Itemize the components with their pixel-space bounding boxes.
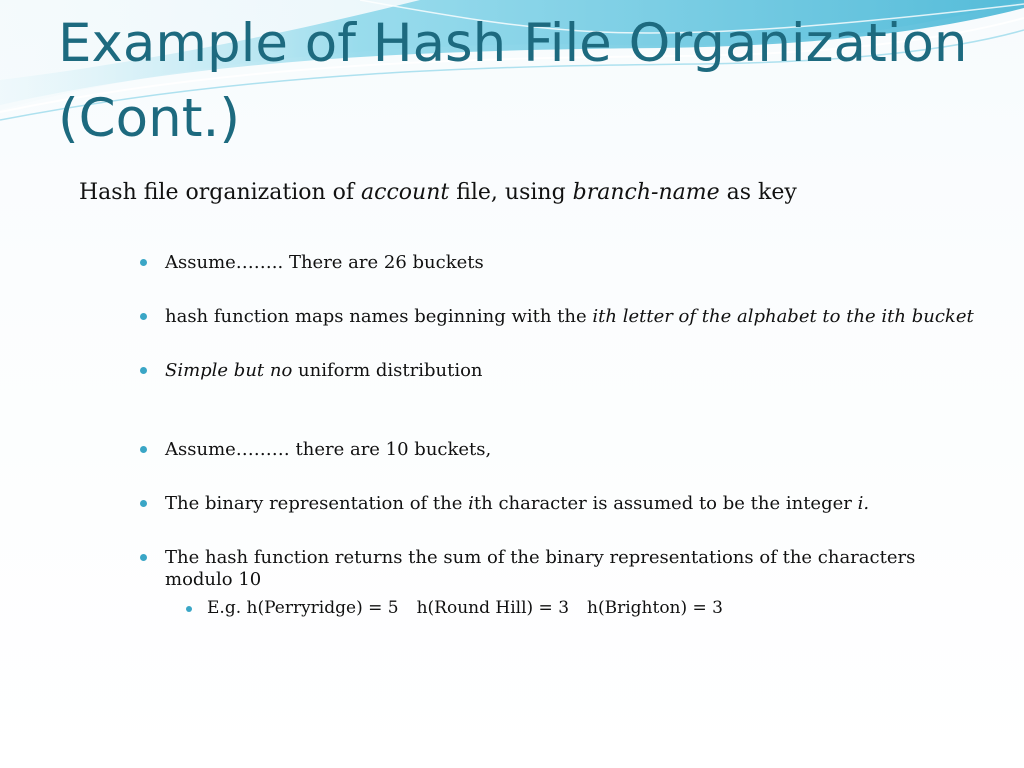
bullet-dot-icon	[137, 310, 149, 322]
bullet-dot-icon	[137, 497, 149, 509]
bullet-text: th character is assumed to be the integer	[473, 493, 858, 514]
bullet-item	[165, 252, 979, 274]
lead-line	[79, 178, 979, 208]
slide-title: Example of Hash File Organization (Cont.)	[58, 13, 968, 149]
lead-text-3: as key	[719, 180, 797, 205]
bullet-item	[165, 360, 979, 382]
bullet-item	[165, 493, 979, 515]
sub-bullet-part: E.g. h(Perryridge) = 5	[207, 598, 399, 618]
lead-text-1: Hash file organization of	[79, 180, 362, 205]
bullet-text: The binary representation of the	[165, 493, 469, 514]
bullet-dot-icon	[137, 443, 149, 455]
bullet-italic: i.	[857, 493, 870, 514]
bullet-list	[79, 252, 979, 619]
lead-italic-branch-name: branch-name	[572, 180, 720, 205]
bullet-italic: ith letter of the alphabet to the ith bucket	[592, 306, 974, 327]
bullet-item	[165, 306, 979, 328]
sub-bullet-list	[165, 597, 979, 619]
bullet-italic: i	[468, 493, 474, 514]
bullet-dot-icon	[137, 256, 149, 268]
bullet-text: uniform distribution	[292, 360, 483, 381]
bullet-text: Assume……… there are 10 buckets,	[165, 439, 492, 460]
bullet-italic: Simple but no	[165, 360, 293, 381]
bullet-item	[165, 439, 979, 461]
lead-italic-account: account	[361, 180, 450, 205]
sub-bullet-item	[207, 597, 979, 619]
bullet-dot-icon	[137, 364, 149, 376]
sub-bullet-dot-icon	[183, 602, 195, 614]
bullet-text: Assume…….. There are 26 buckets	[165, 252, 484, 273]
lead-text-2: file, using	[449, 180, 573, 205]
bullet-dot-icon	[137, 551, 149, 563]
bullet-text: The hash function returns the sum of the binary representations of the characters modulo 10	[165, 547, 916, 590]
bullet-item	[165, 547, 979, 619]
bullet-text: hash function maps names beginning with the	[165, 306, 593, 327]
slide-content	[79, 178, 979, 619]
sub-bullet-part: h(Brighton) = 3	[587, 598, 723, 618]
sub-bullet-part: h(Round Hill) = 3	[416, 598, 570, 618]
